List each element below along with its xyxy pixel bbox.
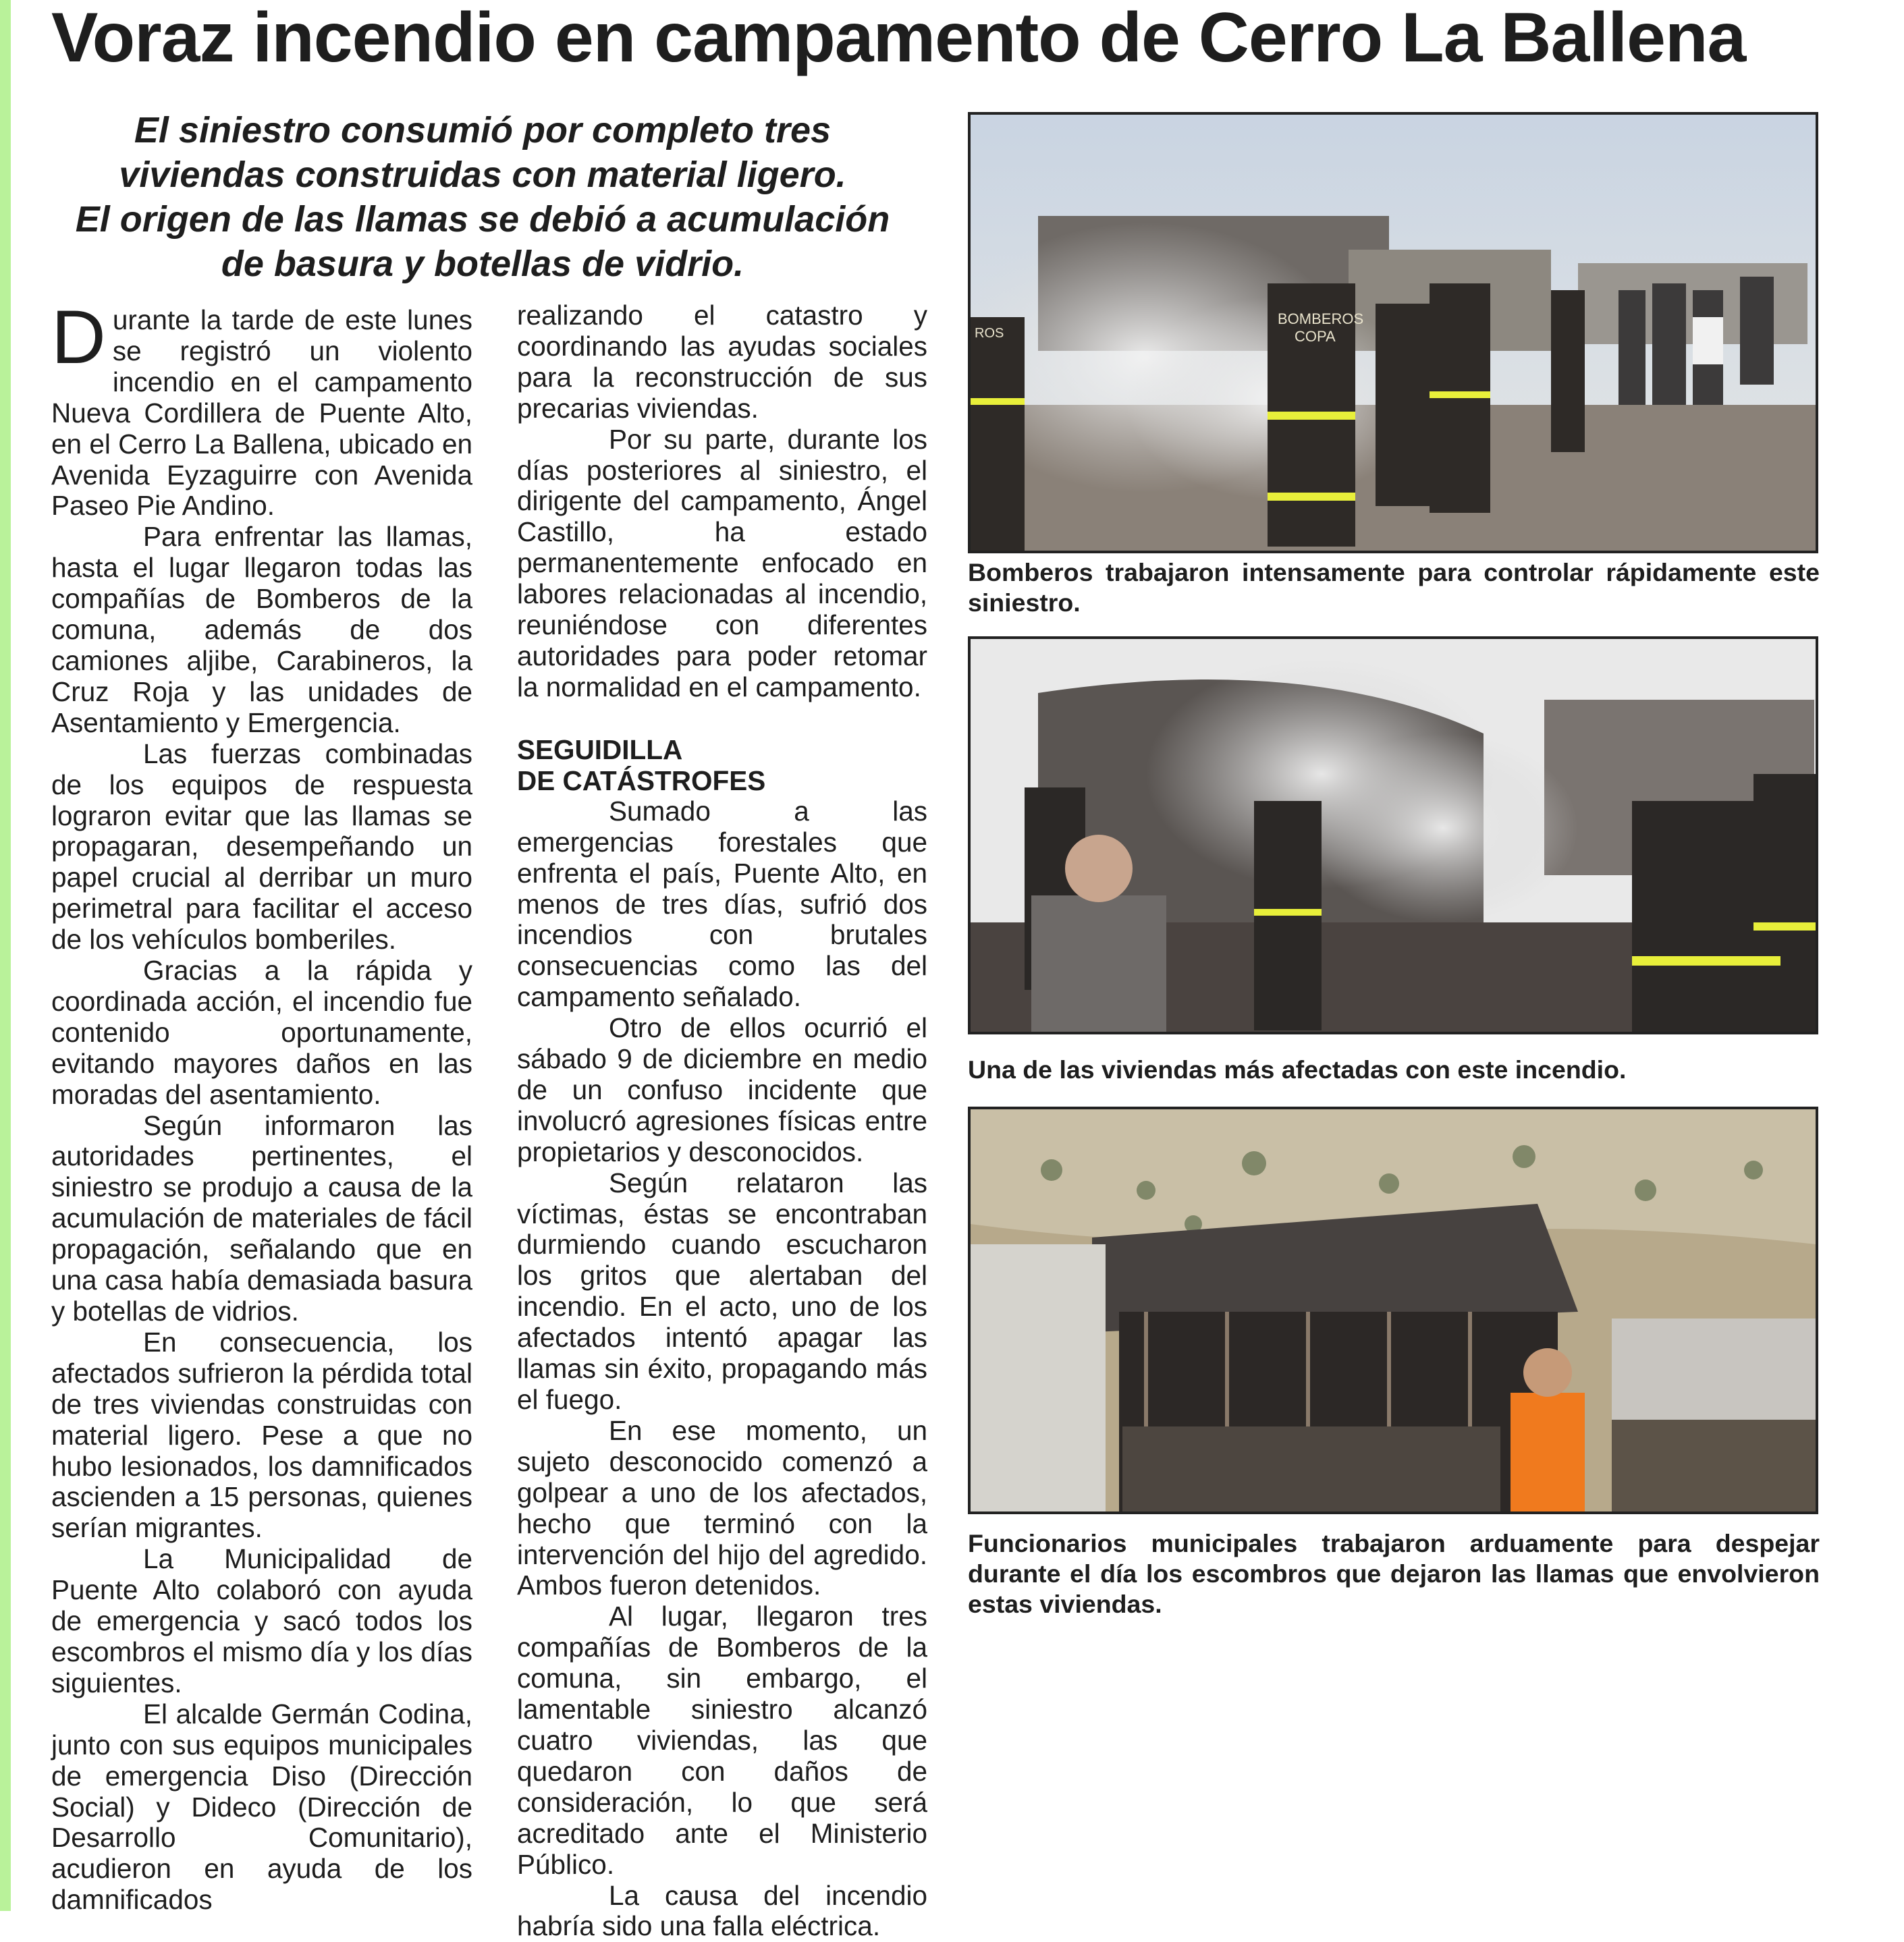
paragraph: En ese momento, un sujeto desconocido comenzó a golpear a uno de los afectados, hecho que terminó con la intervención del hijo del agredido. Ambos fueron detenidos.: [517, 1416, 927, 1601]
paragraph-text: urante la tarde de este lunes se registró un violento incendio en el campamento Nueva Cordillera de Puente Alto, en el Cerro La Ballena, ubicado en Avenida Eyzaguirre con Avenida Paseo Pie Andino.: [51, 304, 472, 521]
paragraph: Según relataron las víctimas, éstas se encontraban durmiendo cuando escucharon los gritos que alertaban del incendio. En el acto, uno de los afectados intentó apagar las llamas sin éxito, propagando más el fuego.: [517, 1168, 927, 1416]
paragraph: Para enfrentar las llamas, hasta el lugar llegaron todas las compañías de Bomberos de la comuna, además de dos camiones aljibe, Carabineros, la Cruz Roja y las unidades de Asentamiento y Emergencia.: [51, 522, 472, 738]
paragraph: Sumado a las emergencias forestales que enfrenta el país, Puente Alto, en menos de tres días, sufrió dos incendios con brutales consecuencias como las del campamento señalado.: [517, 796, 927, 1013]
body-column-1: [51, 305, 472, 1916]
paragraph: Otro de ellos ocurrió el sábado 9 de diciembre en medio de un confuso incidente que involucró agresiones físicas entre propietarios y desconocidos.: [517, 1013, 927, 1168]
photo-burned-house: [968, 636, 1818, 1034]
paragraph: La causa del incendio habría sido una falla eléctrica.: [517, 1881, 927, 1942]
drop-cap: D: [51, 308, 106, 367]
paragraph: Por su parte, durante los días posteriores al siniestro, el dirigente del campamento, Ángel Castillo, ha estado permanentemente enfocado en labores relacionadas al incendio, reuniéndose con diferentes autoridades para poder retomar la normalidad en el campamento.: [517, 424, 927, 703]
paragraph: En consecuencia, los afectados sufrieron la pérdida total de tres viviendas construidas con material ligero. Pese a que no hubo lesionados, los damnificados ascienden a 15 personas, quienes serían migrantes.: [51, 1327, 472, 1544]
paragraph: Las fuerzas combinadas de los equipos de respuesta lograron evitar que las llamas se propagaran, desempeñando un papel crucial al derribar un muro perimetral para facilitar el acceso de los vehículos bomberiles.: [51, 739, 472, 955]
section-subhead: [517, 734, 927, 796]
photo-caption: Bomberos trabajaron intensamente para controlar rápidamente este siniestro.: [968, 557, 1820, 618]
deck: [47, 108, 918, 286]
paragraph: realizando el catastro y coordinando las ayudas sociales para la reconstrucción de sus precarias viviendas.: [517, 300, 927, 424]
photo-caption: Funcionarios municipales trabajaron arduamente para despejar durante el día los escombros que dejaron las llamas que envolvieron estas viviendas.: [968, 1528, 1820, 1619]
deck-line: de basura y botellas de vidrio.: [47, 242, 918, 286]
body-column-2: [517, 300, 927, 1942]
headline: Voraz incendio en campamento de Cerro La Ballena: [51, 0, 1874, 76]
paragraph: La Municipalidad de Puente Alto colaboró con ayuda de emergencia y sacó todos los escombros el mismo día y los días siguientes.: [51, 1544, 472, 1699]
page-edge-bar: [0, 0, 11, 1911]
jacket-lettering: BOMBEROS: [1278, 310, 1363, 327]
paragraph: Gracias a la rápida y coordinada acción, el incendio fue contenido oportunamente, evitando mayores daños en las moradas del asentamiento.: [51, 955, 472, 1111]
photo-firefighters: [968, 112, 1818, 553]
subhead-line: DE CATÁSTROFES: [517, 765, 927, 796]
deck-line: El siniestro consumió por completo tres: [47, 108, 918, 152]
paragraph: [51, 305, 472, 522]
jacket-lettering: ROS: [975, 326, 1004, 341]
photo-caption: Una de las viviendas más afectadas con este incendio.: [968, 1055, 1820, 1085]
photo-debris: [968, 1107, 1818, 1514]
paragraph: Al lugar, llegaron tres compañías de Bomberos de la comuna, sin embargo, el lamentable siniestro alcanzó cuatro viviendas, las que quedaron con daños de consideración, lo que será acreditado ante el Ministerio Público.: [517, 1601, 927, 1880]
jacket-lettering: COPA: [1295, 328, 1336, 345]
paragraph: El alcalde Germán Codina, junto con sus equipos municipales de emergencia Diso (Dirección Social) y Dideco (Dirección de Desarrollo Comunitario), acudieron en ayuda de los damnificados: [51, 1699, 472, 1916]
deck-line: viviendas construidas con material ligero.: [47, 152, 918, 197]
subhead-line: SEGUIDILLA: [517, 734, 927, 765]
paragraph: Según informaron las autoridades pertinentes, el siniestro se produjo a causa de la acumulación de materiales de fácil propagación, señalando que en una casa había demasiada basura y botellas de vidrios.: [51, 1111, 472, 1327]
deck-line: El origen de las llamas se debió a acumulación: [47, 197, 918, 242]
